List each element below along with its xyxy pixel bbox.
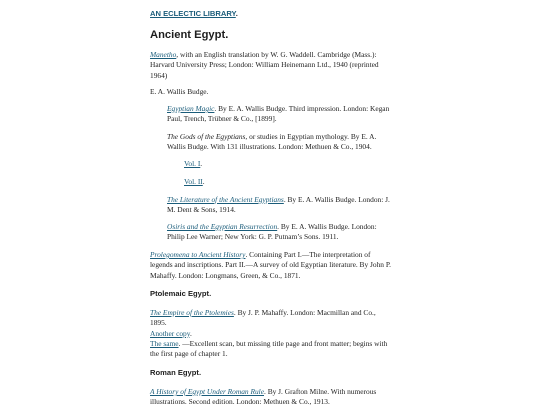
- section-heading-ptolemaic: Ptolemaic Egypt.: [150, 289, 212, 298]
- vol2-dot: .: [202, 177, 205, 186]
- entry-egyptian-magic: [167, 104, 393, 125]
- entry-literature: [167, 195, 393, 216]
- vol1-dot: .: [200, 159, 203, 168]
- site-title-link[interactable]: AN ECLECTIC LIBRARY: [150, 9, 236, 18]
- the-same-text: . —Excellent scan, but missing title page and front matter; begins with the first page of chapter 1.: [150, 338, 388, 359]
- osiris-link[interactable]: Osiris and the Egyptian Resurrection: [167, 222, 278, 231]
- another-copy-dot: .: [189, 328, 192, 338]
- entry-osiris: [167, 222, 393, 243]
- entry-prolegomena: [150, 250, 392, 281]
- site-header: [150, 9, 238, 19]
- gods-title: The Gods of the Egyptians: [167, 132, 246, 141]
- vol1-link[interactable]: Vol. I: [184, 159, 201, 168]
- entry-vol1: [184, 159, 384, 169]
- roman-history-link[interactable]: A History of Egypt Under Roman Rule: [150, 387, 264, 396]
- entry-vol2: [184, 177, 384, 187]
- osiris-text: . By E. A. Wallis Budge. London: Philip Lee Warner; New York: G. P. Putnam’s Sons. 1911.: [167, 222, 377, 242]
- literature-link[interactable]: The Literature of the Ancient Egyptians: [167, 195, 284, 204]
- another-copy-link[interactable]: Another copy: [150, 328, 190, 338]
- budge-heading: E. A. Wallis Budge.: [150, 87, 209, 96]
- manetho-text: , with an English translation by W. G. Waddell. Cambridge (Mass.): Harvard University Press; London: William Heinemann Ltd., 1940 (reprinted 1964): [150, 50, 379, 80]
- site-title-dot: .: [235, 9, 238, 18]
- empire-ptolemies-text: . By J. P. Mahaffy. London: Macmillan and Co., 1895.: [150, 308, 376, 328]
- section-heading-roman: Roman Egypt.: [150, 368, 202, 377]
- gods-text: , or studies in Egyptian mythology. By E. A. Wallis Budge. With 131 illustrations. London: Methuen & Co., 1904.: [167, 132, 377, 152]
- page-title: Ancient Egypt.: [150, 29, 229, 41]
- entry-manetho: [150, 50, 392, 81]
- egyptian-magic-link[interactable]: Egyptian Magic: [167, 104, 215, 113]
- roman-history-text: . By J. Grafton Milne. With numerous illustrations. Second edition. London: Methuen & Co., 1913.: [150, 387, 377, 407]
- entry-gods: [167, 132, 393, 153]
- egyptian-magic-text: . By E. A. Wallis Budge. Third impression. London: Kegan Paul, Trench, Trübner & Co., [1899].: [167, 104, 390, 124]
- manetho-link[interactable]: Manetho: [150, 50, 177, 59]
- literature-text: . By E. A. Wallis Budge. London: J. M. Dent & Sons, 1914.: [167, 195, 390, 215]
- prolegomena-text: . Containing Part I.—The interpretation of legends and inscriptions. Part II.—A survey of old Egyptian literature. By John P. Mahaffy. London: Longmans, Green, & Co., 1871.: [150, 250, 391, 280]
- the-same-link[interactable]: The same: [150, 338, 179, 348]
- prolegomena-link[interactable]: Prolegomena to Ancient History: [150, 250, 246, 259]
- vol2-link[interactable]: Vol. II: [184, 177, 203, 186]
- empire-ptolemies-link[interactable]: The Empire of the Ptolemies: [150, 308, 234, 317]
- entry-empire-ptolemies: [150, 308, 392, 359]
